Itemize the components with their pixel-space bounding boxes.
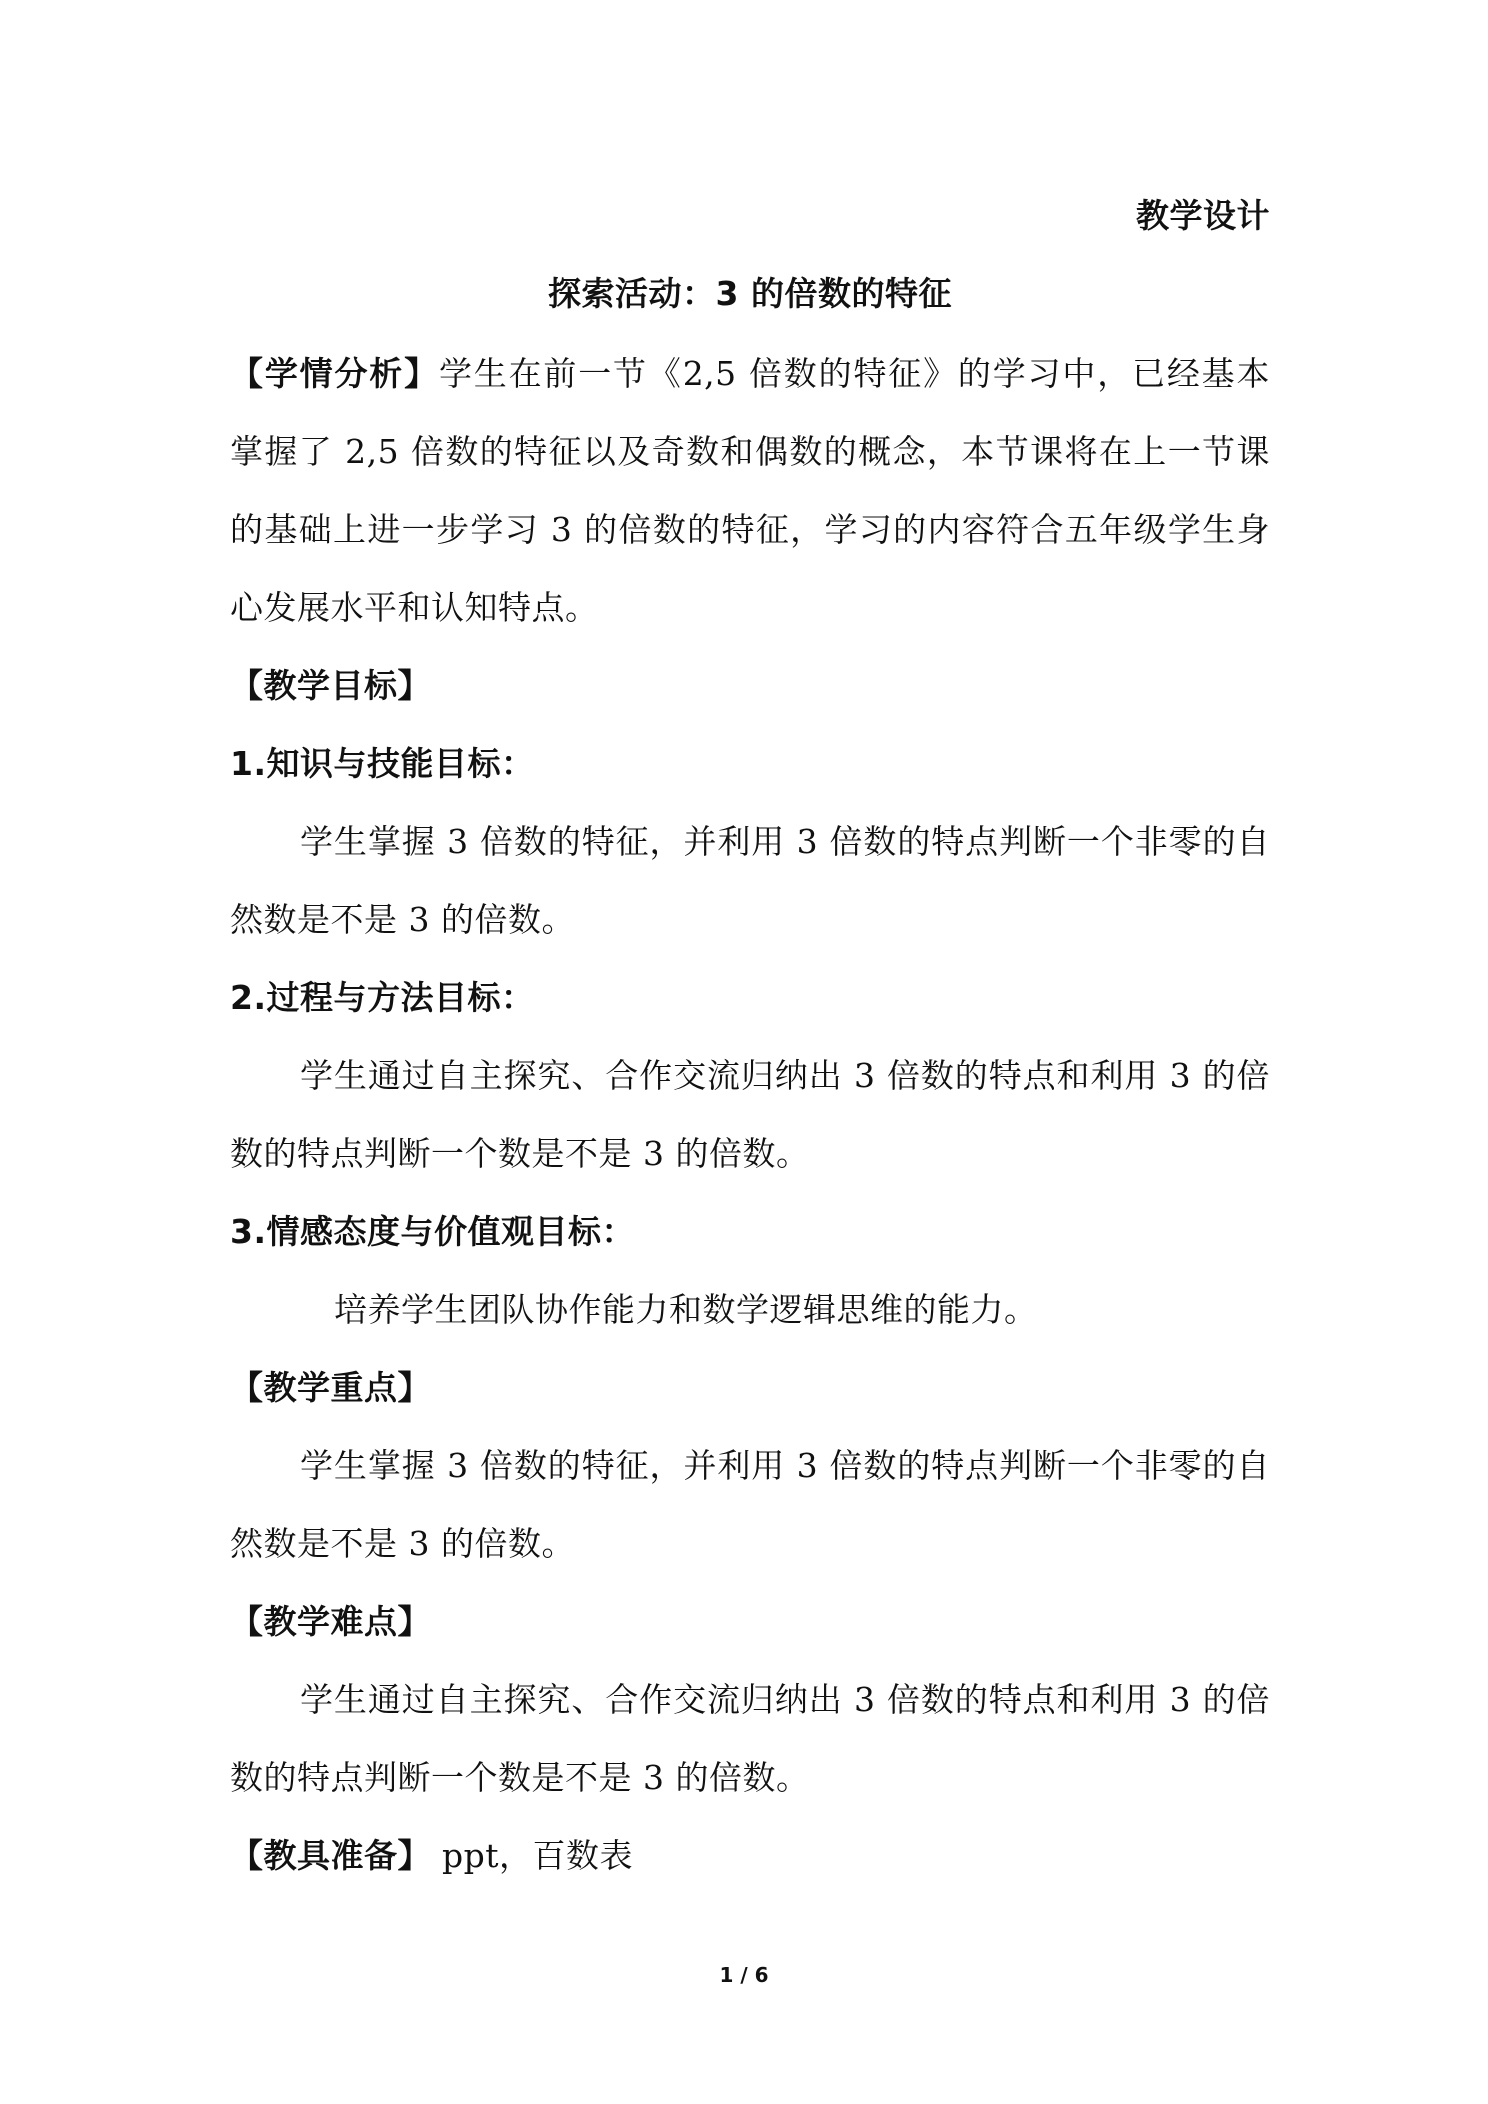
objective-text: 培养学生团队协作能力和数学逻辑思维的能力。 — [334, 1290, 1038, 1329]
key-points-heading: 【教学重点】 — [230, 1368, 431, 1407]
materials-label: 【教具准备】 — [230, 1836, 431, 1875]
objective-text: 学生通过自主探究、合作交流归纳出 3 倍数的特点和利用 3 的倍 — [300, 1056, 1270, 1095]
analysis-line — [230, 352, 1270, 396]
objective-title: 1.知识与技能目标： — [230, 744, 535, 783]
objective-text: 然数是不是 3 的倍数。 — [230, 900, 575, 939]
key-points-text: 然数是不是 3 的倍数。 — [230, 1524, 575, 1563]
materials-value: ppt，百数表 — [431, 1836, 633, 1875]
page-number: 1 / 6 — [719, 1963, 769, 1987]
page-title: 探索活动：3 的倍数的特征 — [548, 274, 952, 313]
difficulties-heading: 【教学难点】 — [230, 1602, 431, 1641]
materials-line — [230, 1834, 1270, 1878]
analysis-text: 学生在前一节《2,5 倍数的特征》的学习中，已经基本 — [438, 354, 1270, 393]
objective-title: 3.情感态度与价值观目标： — [230, 1212, 635, 1251]
difficulties-text: 学生通过自主探究、合作交流归纳出 3 倍数的特点和利用 3 的倍 — [300, 1680, 1270, 1719]
difficulties-text: 数的特点判断一个数是不是 3 的倍数。 — [230, 1758, 810, 1797]
objective-title: 2.过程与方法目标： — [230, 978, 535, 1017]
objective-text: 数的特点判断一个数是不是 3 的倍数。 — [230, 1134, 810, 1173]
doc-type-heading: 教学设计 — [1136, 196, 1270, 235]
analysis-label: 【学情分析】 — [230, 354, 439, 393]
analysis-line: 掌握了 2,5 倍数的特征以及奇数和偶数的概念，本节课将在上一节课 — [230, 432, 1270, 471]
key-points-text: 学生掌握 3 倍数的特征，并利用 3 倍数的特点判断一个非零的自 — [300, 1446, 1270, 1485]
objective-text: 学生掌握 3 倍数的特征，并利用 3 倍数的特点判断一个非零的自 — [300, 822, 1270, 861]
objectives-heading: 【教学目标】 — [230, 666, 431, 705]
analysis-line: 心发展水平和认知特点。 — [230, 588, 599, 627]
analysis-line: 的基础上进一步学习 3 的倍数的特征，学习的内容符合五年级学生身 — [230, 510, 1270, 549]
